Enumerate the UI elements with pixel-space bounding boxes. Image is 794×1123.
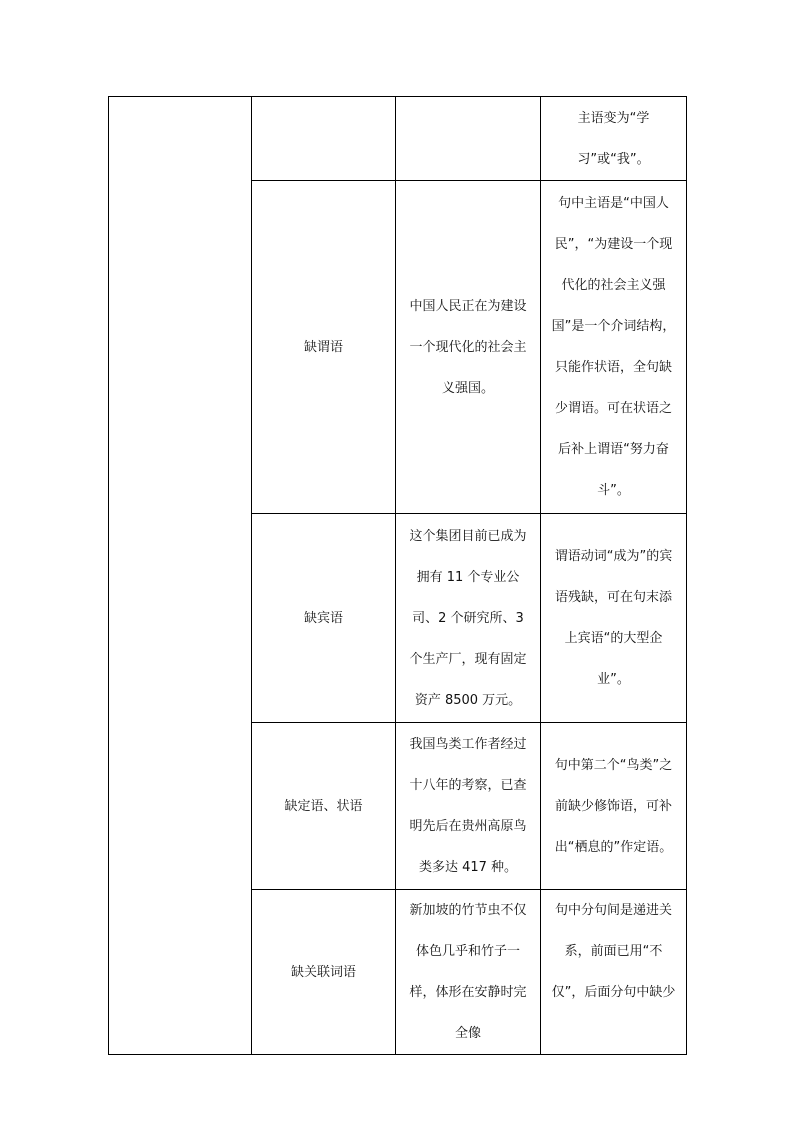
example-cell: 我国鸟类工作者经过十八年的考察，已查明先后在贵州高原鸟类多达 417 种。 bbox=[396, 723, 541, 890]
category-cell bbox=[109, 97, 252, 1055]
error-type-cell: 缺宾语 bbox=[252, 514, 396, 723]
analysis-cell: 谓语动词“成为”的宾语残缺，可在句末添上宾语“的大型企业”。 bbox=[541, 514, 687, 723]
example-cell: 新加坡的竹节虫不仅体色几乎和竹子一样，体形在安静时完全像 bbox=[396, 890, 541, 1055]
example-cell bbox=[396, 97, 541, 181]
grammar-error-table bbox=[108, 96, 687, 1055]
error-type-cell bbox=[252, 97, 396, 181]
error-type-cell: 缺定语、状语 bbox=[252, 723, 396, 890]
analysis-cell: 句中第二个“鸟类”之前缺少修饰语，可补出“栖息的”作定语。 bbox=[541, 723, 687, 890]
example-cell: 这个集团目前已成为拥有 11 个专业公司、2 个研究所、3 个生产厂，现有固定资产 8500 万元。 bbox=[396, 514, 541, 723]
analysis-cell: 句中主语是“中国人民”，“为建设一个现代化的社会主义强国”是一个介词结构，只能作状语，全句缺少谓语。可在状语之后补上谓语“努力奋斗”。 bbox=[541, 181, 687, 514]
example-cell: 中国人民正在为建设一个现代化的社会主义强国。 bbox=[396, 181, 541, 514]
error-type-cell: 缺关联词语 bbox=[252, 890, 396, 1055]
analysis-cell: 主语变为“学习”或“我”。 bbox=[541, 97, 687, 181]
analysis-cell: 句中分句间是递进关系，前面已用“不仅”，后面分句中缺少 bbox=[541, 890, 687, 1055]
table-row bbox=[109, 97, 687, 181]
error-type-cell: 缺谓语 bbox=[252, 181, 396, 514]
